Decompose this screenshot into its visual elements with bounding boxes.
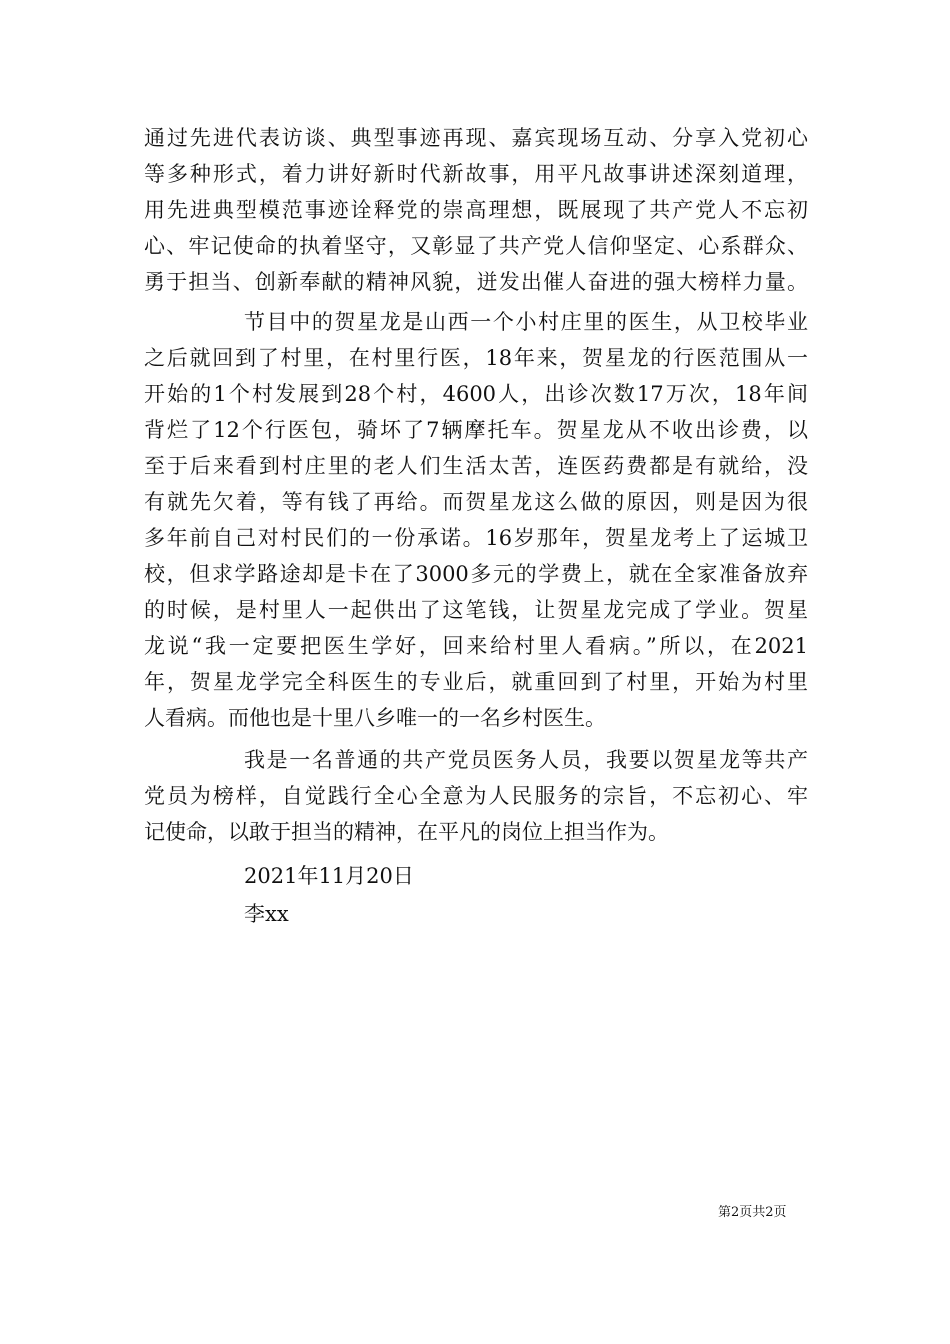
text-line: 背烂了12个行医包，骑坏了7辆摩托车。贺星龙从不收出诊费，以 — [144, 418, 808, 442]
text-line: 至于后来看到村庄里的老人们生活太苦，连医药费都是有就给，没 — [144, 454, 808, 478]
text-line: 多年前自己对村民们的一份承诺。16岁那年，贺星龙考上了运城卫 — [144, 526, 808, 550]
text-line: 的时候，是村里人一起供出了这笔钱，让贺星龙完成了学业。贺星 — [144, 598, 808, 622]
text-line: 心、牢记使命的执着坚守，又彰显了共产党人信仰坚定、心系群众、 — [144, 234, 808, 258]
text-line: 勇于担当、创新奉献的精神风貌，迸发出催人奋进的强大榜样力量。 — [144, 270, 808, 294]
text-line: 党员为榜样，自觉践行全心全意为人民服务的宗旨，不忘初心、牢 — [144, 784, 808, 808]
text-line: 等多种形式，着力讲好新时代新故事，用平凡故事讲述深刻道理， — [144, 162, 808, 186]
text-line: 开始的1个村发展到28个村，4600人，出诊次数17万次，18年间 — [144, 382, 808, 406]
date-line: 2021年11月20日 — [244, 864, 414, 888]
text-line: 校，但求学路途却是卡在了3000多元的学费上，就在全家准备放弃 — [144, 562, 808, 586]
text-line: 节目中的贺星龙是山西一个小村庄里的医生，从卫校毕业 — [244, 310, 808, 334]
text-line: 人看病。而他也是十里八乡唯一的一名乡村医生。 — [144, 706, 606, 730]
page-number-footer: 第2页共2页 — [718, 1205, 787, 1220]
signature: 李xx — [244, 902, 289, 926]
text-line: 我是一名普通的共产党员医务人员，我要以贺星龙等共产 — [244, 748, 808, 772]
text-line: 有就先欠着，等有钱了再给。而贺星龙这么做的原因，则是因为很 — [144, 490, 808, 514]
text-line: 用先进典型模范事迹诠释党的崇高理想，既展现了共产党人不忘初 — [144, 198, 808, 222]
text-line: 年，贺星龙学完全科医生的专业后，就重回到了村里，开始为村里 — [144, 670, 808, 694]
text-line: 之后就回到了村里，在村里行医，18年来，贺星龙的行医范围从一 — [144, 346, 808, 370]
text-line: 龙说“我一定要把医生学好，回来给村里人看病。”所以，在2021 — [144, 634, 808, 658]
text-line: 通过先进代表访谈、典型事迹再现、嘉宾现场互动、分享入党初心 — [144, 126, 808, 150]
text-line: 记使命，以敢于担当的精神，在平凡的岗位上担当作为。 — [144, 820, 669, 844]
